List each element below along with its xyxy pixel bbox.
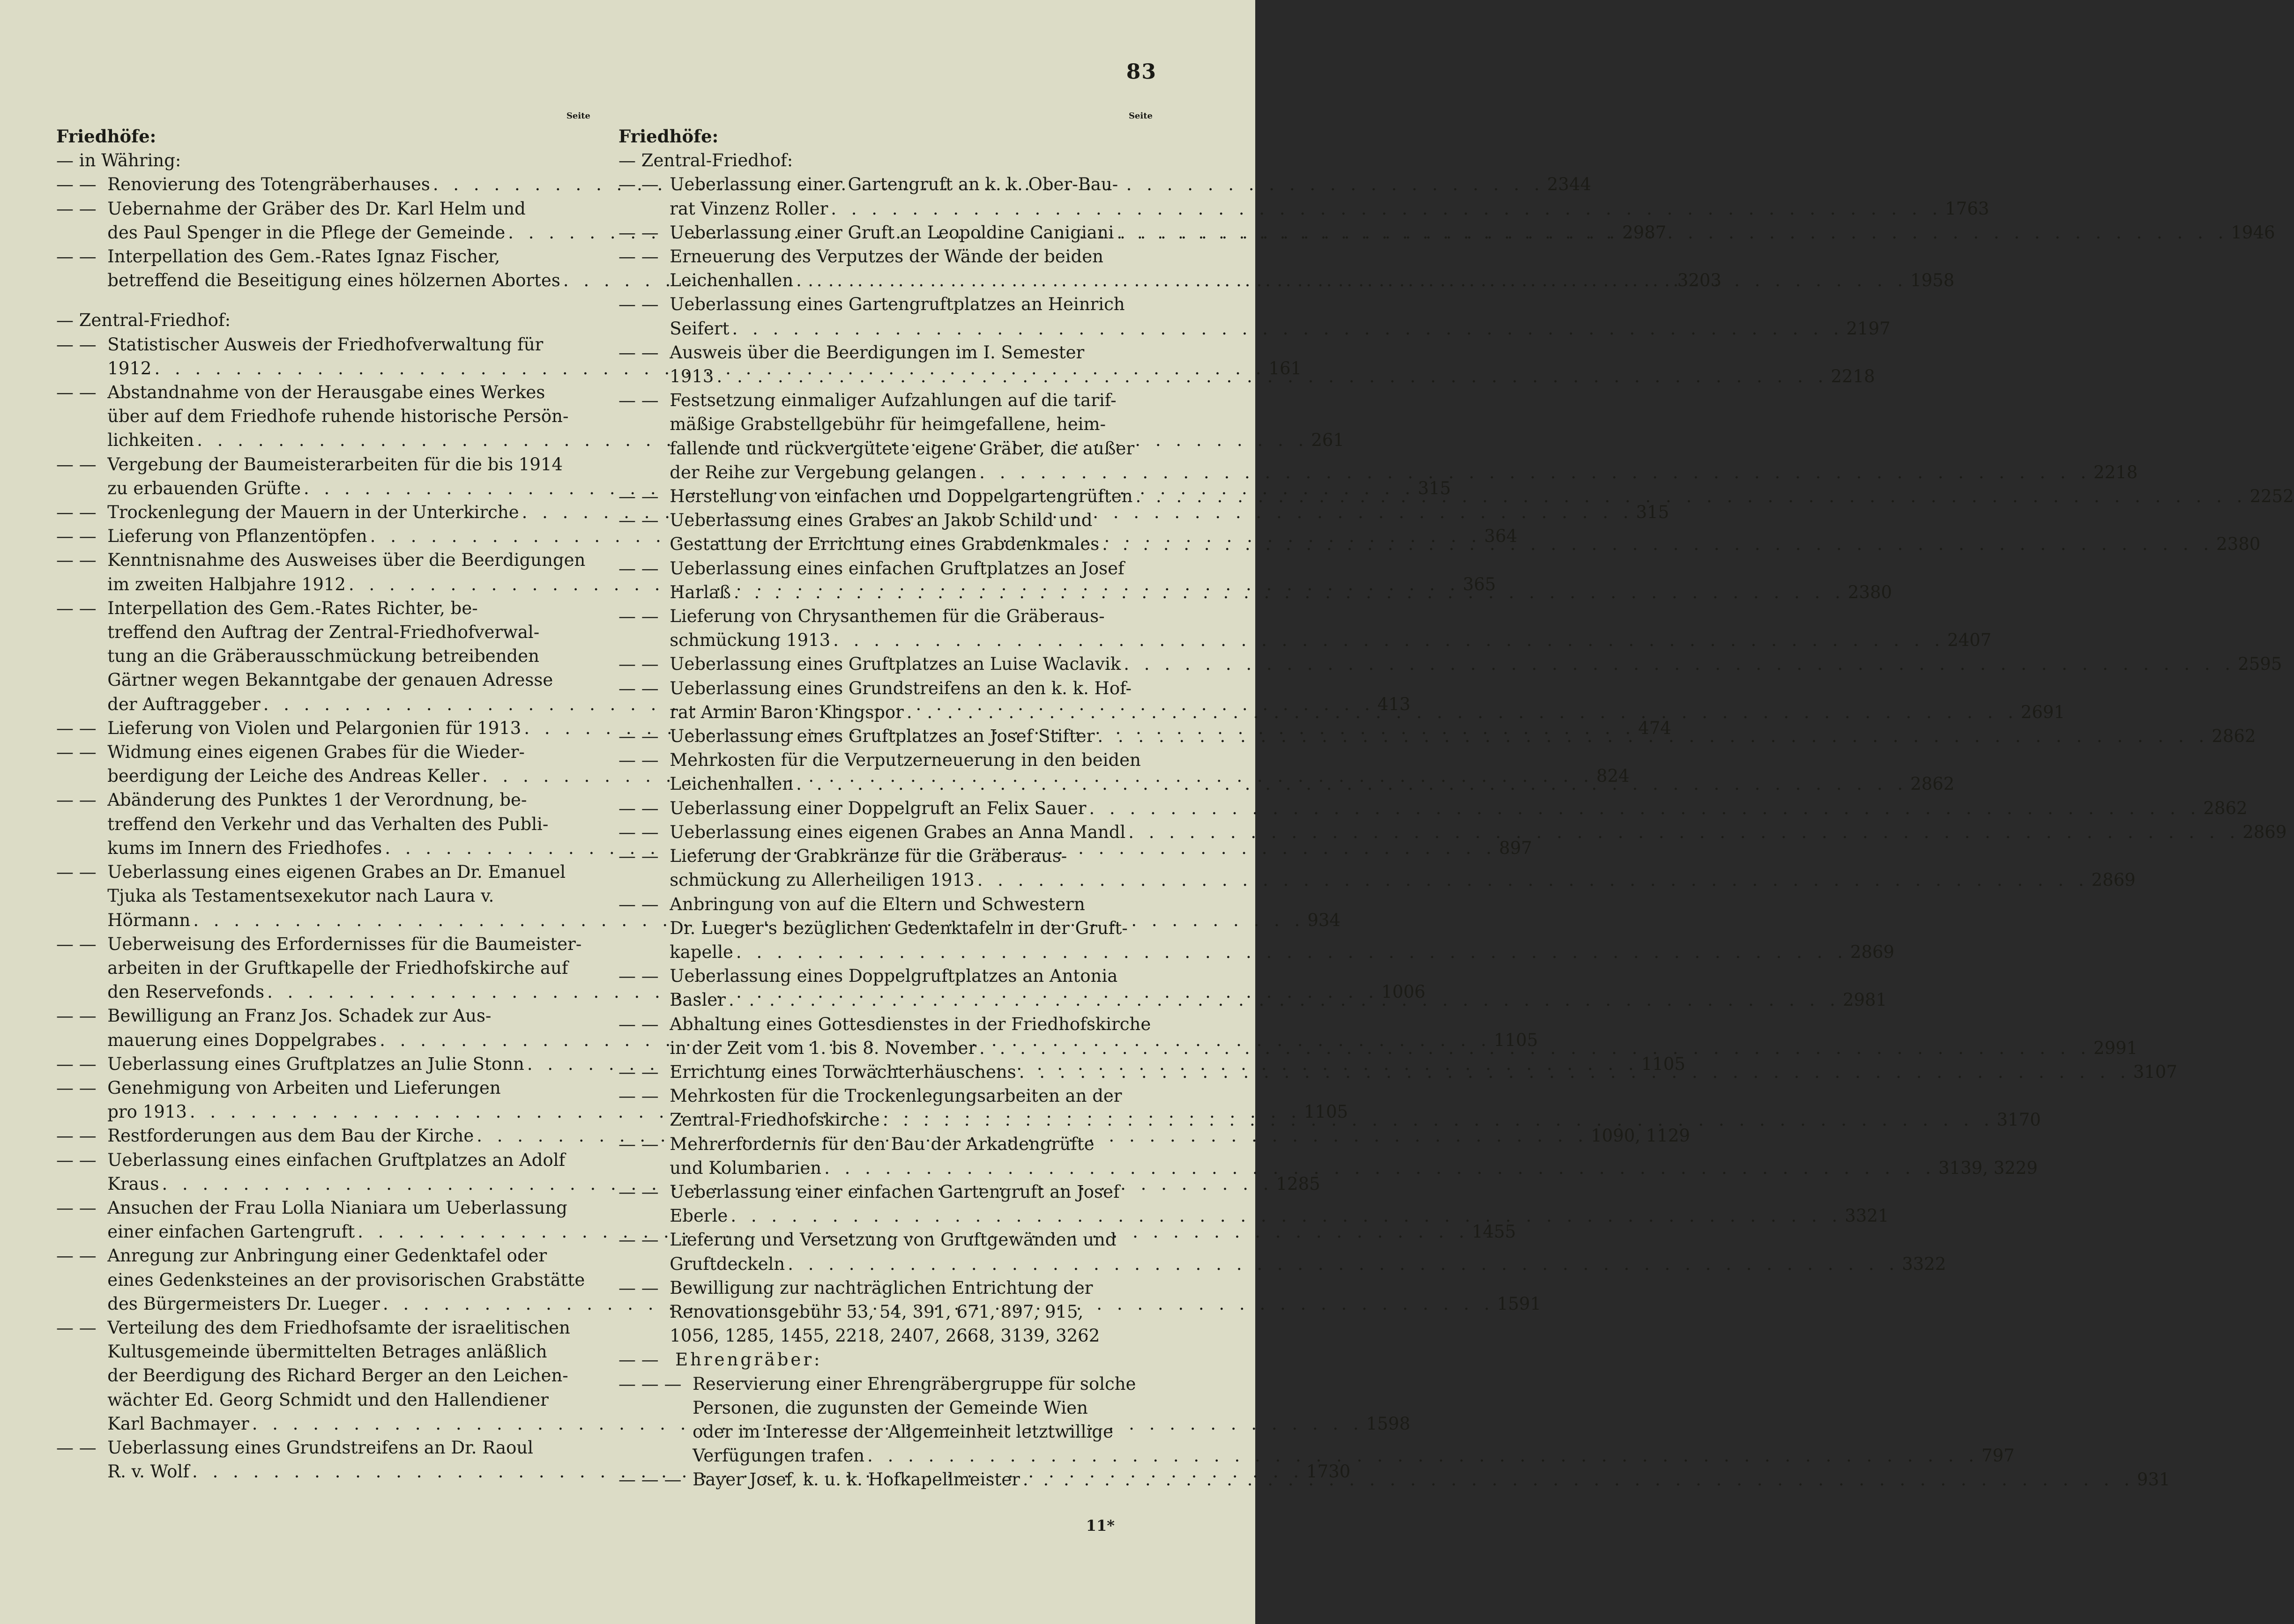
entry-text: Reservierung einer Ehrengräbergruppe für solche [693,1373,1136,1394]
entry-text: Statistischer Ausweis der Friedhofverwaltung für [107,334,544,355]
page-reference: 261 [1311,430,1344,451]
page-reference: 1598 [1366,1413,1410,1434]
entry-dash: — — [618,294,659,315]
entry-text: Hörmann [107,910,191,930]
leader-dots [867,1444,1979,1468]
entry-text: Bewilligung an Franz Jos. Schadek zur Aus- [107,1006,492,1026]
leader-dots [1097,724,2209,748]
leader-dots [977,868,2089,892]
entry-text: des Bürgermeisters Dr. Lueger [107,1293,380,1314]
entry-dash: — — [56,718,97,738]
entry-text: Lieferung von Violen und Pelargonien für 1913 [107,718,521,738]
entry-dash: — — [56,742,97,763]
signature-mark: 11* [1086,1517,1115,1535]
entry-dash: — — [56,1246,97,1266]
entry-dash: — — [56,334,97,355]
entry-text: 1913 [670,366,714,387]
leader-dots [1117,221,2228,245]
entry-dash: — — [618,606,659,627]
entry-text: Kenntnisnahme des Ausweises über die Beerdigungen [107,550,586,571]
entry-text: Seifert [670,318,730,339]
entry-text: Interpellation des Gem.-Rates Richter, be- [107,598,478,618]
page-reference: 1285 [1276,1173,1320,1194]
page-reference: 315 [1636,502,1669,523]
entry-text: Trockenlegung der Mauern in der Unterkirche [107,502,519,523]
entry-text: Ueberlassung eines Gruftplatzes an Josef Stifter [670,726,1095,747]
entry-dash: — — [56,502,97,523]
entry-dash: — — [618,1134,659,1154]
leader-dots [730,1204,1842,1228]
page-reference: 797 [1981,1446,2015,1466]
entry-text: Renovierung des Totengräberhauses [107,174,430,195]
entry-dash: — — [618,174,659,195]
entry-text: Dr. Lueger's bezüglichen Gedenktafeln in der Gruft- [670,918,1128,938]
entry-text: Ueberlassung eines Grundstreifens an den k. k. Hof- [670,678,1132,698]
leader-dots [1124,652,2235,676]
entry-text: Lieferung und Versetzung von Gruftgewänden und [670,1230,1117,1250]
entry-text: im zweiten Halbjahre 1912 [107,574,346,594]
entry-dash: — — [56,1197,97,1218]
entry-text: Ueberlassung eines eigenen Grabes an Anna Mandl [670,822,1126,842]
column-title-left: Friedhöfe: [56,126,156,147]
entry-text: 1056, 1285, 1455, 2218, 2407, 2668, 3139, 3262 [670,1326,1100,1346]
entry-text: Kraus [107,1173,159,1194]
page-reference: 413 [1377,694,1411,714]
entry-text: Mehrerfordernis für den Bau der Arkadengrüfte [670,1134,1095,1154]
subsection-heading [618,1348,1153,1372]
entry-text: kums im Innern des Friedhofes [107,838,382,858]
entry-text: Errichtung eines Torwächterhäuschens [670,1061,1016,1082]
index-entry [618,652,2282,676]
page-reference: 2252 [2249,486,2294,507]
entry-text: schmückung zu Allerheiligen 1913 [670,870,975,890]
entry-dash: — — [618,654,659,675]
entry-text: Lieferung der Grabkränze für die Gräberaus- [670,846,1067,867]
seite-label-left: Seite [566,111,590,121]
entry-text: Ueberlassung eines Gruftplatzes an Luise Waclavik [670,654,1121,675]
entry-text: Lieferung von Chrysanthemen für die Gräberaus- [670,606,1105,627]
entry-dash: — — [618,486,659,507]
entry-dash: — — — [618,1373,682,1394]
page-reference: 2380 [2216,534,2261,555]
entry-text: Ueberlassung einer Gruft an Leopoldine Canigiani [670,222,1114,243]
entry-text: treffend den Verkehr und das Verhalten des Publi- [107,814,549,834]
page-reference: 897 [1499,838,1532,858]
entry-text: Anbringung von auf die Eltern und Schwestern [670,894,1085,914]
entry-dash: — — [618,750,659,771]
entry-text: Mehrkosten für die Verputzerneuerung in den beiden [670,750,1141,771]
entry-text: Festsetzung einmaliger Aufzahlungen auf die tarif- [670,390,1117,411]
entry-text: 1912 [107,358,152,378]
leader-dots [1135,484,2247,508]
page-reference: 2862 [2203,798,2248,818]
entry-text: oder im Interesse der Allgemeinheit letztwillige [693,1421,1113,1442]
entry-dash: — — [618,822,659,842]
entry-text: R. v. Wolf [107,1461,190,1482]
page-reference: 1006 [1381,982,1426,1002]
entry-dash: — — [56,526,97,547]
leader-dots [716,364,1828,388]
entry-text: den Reservefonds [107,982,265,1002]
entry-text: in der Zeit vom 1. bis 8. November [670,1038,977,1058]
page-reference: 3139, 3229 [1938,1157,2038,1178]
entry-text: Ueberlassung eines eigenen Grabes an Dr. Emanuel [107,862,566,882]
page-reference: 2344 [1547,174,1592,195]
entry-dash: — — [56,1437,97,1458]
entry-text: lichkeiten [107,430,194,451]
page-reference: 474 [1638,718,1671,738]
column-title-right: Friedhöfe: [618,126,719,147]
page-reference: 2595 [2238,654,2282,675]
index-entry [618,1276,1153,1348]
entry-dash: — — [618,1086,659,1106]
entry-dash: — — [56,1006,97,1026]
page-reference: 1455 [1472,1222,1516,1242]
page-reference: 2862 [1910,774,1955,794]
page-reference: 2869 [2091,870,2136,890]
group-spacer [56,292,590,308]
entry-dash: — — [618,1277,659,1298]
entry-text: Uebernahme der Gräber des Dr. Karl Helm und [107,198,526,219]
entry-text: Harlaß [670,582,731,602]
entry-dash: — — [618,678,659,698]
entry-text: Zentral-Friedhofskirche [670,1110,880,1130]
leader-dots [1128,820,2240,844]
entry-text: Ueberlassung eines einfachen Gruftplatzes an Adolf [107,1149,566,1170]
leader-dots [979,1036,2091,1060]
entry-dash: — — [618,390,659,411]
entry-text: Bewilligung zur nachträglichen Entrichtung der [670,1277,1093,1298]
entry-text: pro 1913 [107,1102,187,1122]
page-reference: 2218 [1831,366,1875,387]
entry-dash: — — [618,1181,659,1202]
entry-dash: — — [56,382,97,403]
entry-dash: — — [618,966,659,986]
entry-text: beerdigung der Leiche des Andreas Keller [107,766,480,786]
page-reference: 3322 [1902,1253,1946,1274]
entry-text: betreffend die Beseitigung eines hölzernen Abortes [107,270,560,291]
entry-text: der Beerdigung des Richard Berger an den Leichen- [107,1365,568,1386]
leader-dots [1089,796,2200,820]
entry-dash: — — [56,598,97,618]
leader-dots [824,1156,1936,1180]
page-reference: 2869 [1850,942,1895,962]
entry-dash: — — [618,1061,659,1082]
entry-dash: — — [56,1317,97,1338]
leader-dots [1023,1468,2134,1491]
page-reference: 315 [1417,478,1451,498]
entry-dash: — — [618,510,659,531]
entry-dash: — — [56,454,97,475]
leader-dots [796,268,1907,292]
entry-dash: — — [56,1149,97,1170]
page-reference: 3321 [1845,1206,1889,1226]
index-entry [618,604,1992,652]
entry-text: Ueberlassung einer Doppelgruft an Felix Sauer [670,798,1087,818]
entry-text: fallende und rückvergütete eigene Gräber, die außer [670,438,1135,459]
entry-dash: — — [618,222,659,243]
leader-dots [796,772,1907,796]
entry-text: eines Gedenksteines an der provisorischen Grabstätte [107,1269,585,1290]
index-entry [618,796,2248,820]
section-heading: — in Währing: [56,150,181,171]
page-reference: 1946 [2231,222,2275,243]
entry-text: Leichenhallen [670,270,794,291]
entry-text: Personen, die zugunsten der Gemeinde Wien [693,1397,1088,1418]
entry-dash: — — [618,1350,664,1370]
page-reference: 2991 [2093,1038,2138,1058]
leader-dots [729,988,1840,1012]
entry-dash: — — [56,862,97,882]
entry-text: Renovationsgebühr 53, 54, 391, 671, 897, 915, [670,1301,1084,1322]
leader-dots [1019,1060,2130,1084]
entry-text: Ueberlassung eines Gruftplatzes an Julie Stonn [107,1053,524,1074]
page-reference: 1958 [1910,270,1955,291]
index-entry [618,292,1891,340]
entry-dash: — — [618,798,659,818]
leader-dots [1102,532,2213,556]
entry-text: Ausweis über die Beerdigungen im I. Semester [670,342,1085,363]
entry-text: Restforderungen aus dem Bau der Kirche [107,1126,474,1146]
entry-dash: — — [56,790,97,810]
entry-dash: — — [618,846,659,867]
page-reference: 1105 [1494,1030,1538,1050]
entry-text: Ueberlassung eines einfachen Gruftplatzes an Josef [670,558,1125,578]
entry-text: rat Armin Baron Klingspor [670,702,904,722]
entry-text: Mehrkosten für die Trockenlegungsarbeiten an der [670,1086,1122,1106]
entry-text: Karl Bachmayer [107,1413,249,1434]
entry-text: schmückung 1913 [670,630,831,651]
entry-text: des Paul Spenger in die Pflege der Gemeinde [107,222,506,243]
entry-text: Widmung eines eigenen Grabes für die Wieder- [107,742,525,763]
entry-dash: — — [618,558,659,578]
entry-dash: — — [56,1077,97,1098]
page-reference: 824 [1596,766,1630,786]
leader-dots [979,460,2091,484]
leader-dots [833,628,1944,652]
entry-text: Ueberlassung einer einfachen Gartengruft an Josef [670,1181,1120,1202]
entry-dash: — — — [618,1469,682,1490]
entry-text: Bayer Josef, k. u. k. Hofkapellmeister [693,1469,1020,1490]
entry-dash: — — [56,934,97,954]
entry-text: Kultusgemeinde übermittelten Betrages anläßlich [107,1342,547,1362]
entry-text: treffend den Auftrag der Zentral-Friedhofverwal- [107,622,540,643]
entry-text: kapelle [670,942,733,962]
entry-text: der Auftraggeber [107,694,261,714]
entry-text: der Reihe zur Vergebung gelangen [670,462,977,482]
page-reference: 3107 [2133,1061,2177,1082]
entry-dash: — — [56,198,97,219]
page-reference: 1730 [1306,1461,1351,1482]
leader-dots [831,197,1942,221]
section-heading: — Zentral-Friedhof: [56,310,231,331]
index-entry [618,820,2287,844]
entry-dash: — — [618,1230,659,1250]
page-reference: 364 [1484,526,1518,547]
entry-text: Abänderung des Punktes 1 der Verordnung, be- [107,790,527,810]
leader-dots [732,317,1844,341]
entry-text: rat Vinzenz Roller [670,198,828,219]
page-reference: 934 [1307,910,1341,930]
entry-dash: — — [56,550,97,571]
entry-dash: — — [56,174,97,195]
page-reference: 1090, 1129 [1591,1126,1691,1146]
entry-dash: — — [618,1014,659,1034]
entry-text: Basler [670,990,726,1010]
leader-dots [734,580,1845,604]
seite-label-right: Seite [1128,111,1153,121]
entry-text: Ueberlassung eines Grabes an Jakob Schild und [670,510,1093,531]
entry-text: Abhaltung eines Gottesdienstes in der Friedhofskirche [670,1014,1151,1034]
entry-text: Lieferung von Pflanzentöpfen [107,526,367,547]
page-reference: 2987 [1622,222,1667,243]
page-reference: 161 [1268,358,1302,378]
entry-text: arbeiten in der Gruftkapelle der Friedhofskirche auf [107,957,568,978]
entry-text: Gruftdeckeln [670,1253,785,1274]
entry-text: Tjuka als Testamentsexekutor nach Laura v. [107,886,494,906]
page-reference: 1591 [1497,1293,1542,1314]
entry-dash: — — [618,246,659,267]
entry-text: Verfügungen trafen [693,1446,865,1466]
page-reference: 1105 [1303,1102,1348,1122]
entry-text: Ueberweisung des Erfordernisses für die Baumeister- [107,934,582,954]
page-number: 83 [1126,60,1157,84]
entry-text: Eberle [670,1206,728,1226]
page-reference: 2197 [1846,318,1891,339]
entry-dash: — — [618,726,659,747]
entry-text: Ueberlassung eines Grundstreifens an Dr. Raoul [107,1437,534,1458]
entry-dash: — — [56,1126,97,1146]
entry-text: Ueberlassung eines Gartengruftplatzes an Heinrich [670,294,1125,315]
page-reference: 931 [2137,1469,2170,1490]
entry-text: Ansuchen der Frau Lolla Nianiara um Ueberlassung [107,1197,567,1218]
entry-text: mäßige Grabstellgebühr für heimgefallene, heim- [670,414,1106,435]
entry-text: Verteilung des dem Friedhofsamte der israelitischen [107,1317,570,1338]
entry-text: Abstandnahme von der Herausgabe eines Werkes [107,382,545,403]
page-reference: 2869 [2242,822,2287,842]
page-reference: 2380 [1847,582,1892,602]
entry-text: mauerung eines Doppelgrabes [107,1030,377,1050]
entry-text: Herstellung von einfachen und Doppelgartengrüften [670,486,1133,507]
entry-text: wächter Ed. Georg Schmidt und den Hallendiener [107,1389,549,1410]
entry-text: Anregung zur Anbringung einer Gedenktafel oder [107,1246,547,1266]
page-reference: 2691 [2020,702,2065,722]
entry-text: Ueberlassung eines Doppelgruftplatzes an Antonia [670,966,1118,986]
section-heading: — Zentral-Friedhof: [618,150,793,171]
entry-text: Leichenhallen [670,774,794,794]
entry-text: Erneuerung des Verputzes der Wände der beiden [670,246,1103,267]
page-reference: 3203 [1677,270,1722,291]
page-reference: 3170 [1996,1110,2041,1130]
page-reference: 1105 [1641,1053,1685,1074]
entry-text: Gestattung der Errichtung eines Grabdenkmales [670,534,1100,555]
page-reference: 2862 [2212,726,2256,747]
page-reference: 2218 [2093,462,2138,482]
page-reference: 2407 [1947,630,1992,651]
entry-text: über auf dem Friedhofe ruhende historische Persön- [107,406,569,427]
entry-dash: — — [56,1053,97,1074]
entry-text: Ehrengräber: [675,1350,822,1370]
page-reference: 365 [1462,574,1496,594]
entry-text: Vergebung der Baumeisterarbeiten für die bis 1914 [107,454,563,475]
page-reference: 2981 [1842,990,1887,1010]
page-reference: 1763 [1945,198,1989,219]
entry-text: Genehmigung von Arbeiten und Lieferungen [107,1077,501,1098]
entry-text: Interpellation des Gem.-Rates Ignaz Fischer, [107,246,500,267]
entry-dash: — — [56,246,97,267]
leader-dots [883,1108,1994,1132]
entry-text: und Kolumbarien [670,1157,822,1178]
leader-dots [907,700,2018,724]
entry-text: Gärtner wegen Bekanntgabe der genauen Adresse [107,670,553,690]
leader-dots [788,1252,1899,1276]
entry-dash: — — [618,342,659,363]
entry-dash: — — [618,894,659,914]
entry-text: zu erbauenden Grüfte [107,478,301,498]
entry-text: tung an die Gräberausschmückung betreibenden [107,646,539,667]
entry-text: Ueberlassung einer Gartengruft an k. k. Ober-Bau- [670,174,1118,195]
leader-dots [736,940,1847,964]
entry-text: einer einfachen Gartengruft [107,1222,355,1242]
